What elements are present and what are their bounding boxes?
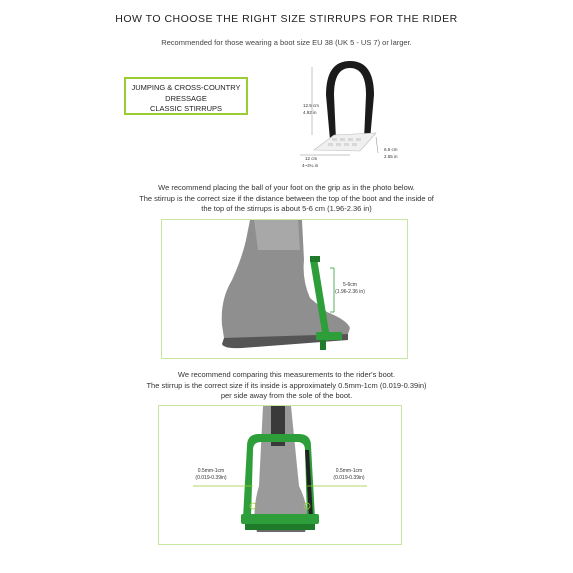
gap-measure-cm: 5-6cm bbox=[343, 282, 357, 288]
stirrup-frame-shape bbox=[326, 61, 374, 140]
section1-line1: We recommend placing the ball of your foot on the grip as in the photo below. bbox=[158, 183, 415, 192]
section1-line2: The stirrup is the correct size if the distance between the top of the boot and the inside of bbox=[139, 193, 434, 203]
type-jumping: JUMPING & CROSS-COUNTRY bbox=[131, 83, 241, 92]
depth-in-label: 2.55 in bbox=[384, 154, 398, 159]
type-classic: CLASSIC STIRRUPS bbox=[149, 104, 223, 113]
depth-cm-label: 6.5 cm bbox=[384, 147, 398, 152]
stirrup-front-base bbox=[245, 524, 315, 530]
height-cm-label: 12.5 cm bbox=[303, 103, 320, 108]
depth-dimension-line bbox=[376, 137, 378, 153]
type-dressage: DRESSAGE bbox=[165, 93, 207, 103]
stirrup-tread-shape bbox=[314, 133, 376, 151]
width-cm-label: 12 cm bbox=[305, 156, 318, 161]
section2-line2: The stirrup is the correct size if its inside is approximately 0.5mm-1cm (0.019-0.39in) bbox=[146, 380, 427, 390]
section1-text bbox=[0, 183, 573, 215]
right-gap-in: (0.019-0.39in) bbox=[333, 475, 365, 481]
left-gap-cm: 0.5mm-1cm bbox=[197, 468, 225, 474]
right-gap-cm: 0.5mm-1cm bbox=[335, 468, 363, 474]
height-in-label: 4.92 in bbox=[303, 110, 317, 115]
width-in-label: 4~3¼ in bbox=[302, 163, 319, 168]
page-title: HOW TO CHOOSE THE RIGHT SIZE STIRRUPS FOR THE RIDER bbox=[115, 13, 458, 25]
section2-text bbox=[0, 370, 573, 402]
stirrup-front-tread bbox=[241, 514, 319, 524]
stirrup-types-box bbox=[124, 77, 248, 115]
boot-shaft-highlight bbox=[254, 220, 300, 250]
gap-measure-in: (1.96-2.36 in) bbox=[335, 289, 365, 295]
page-subtitle: Recommended for those wearing a boot size EU 38 (UK 5 - US 7) or larger. bbox=[161, 38, 412, 47]
section1-line3: the top of the stirrups is about 5-6 cm (1.96-2.36 in) bbox=[201, 204, 372, 213]
stirrup-top-cap bbox=[310, 256, 320, 262]
section2-line3: per side away from the sole of the boot. bbox=[220, 391, 353, 400]
stirrup-bottom-post bbox=[320, 340, 326, 350]
section2-line1: We recommend comparing this measurements to the rider's boot. bbox=[177, 370, 396, 379]
left-gap-in: (0.019-0.39in) bbox=[195, 475, 227, 481]
stirrup-tread-side bbox=[316, 332, 342, 340]
